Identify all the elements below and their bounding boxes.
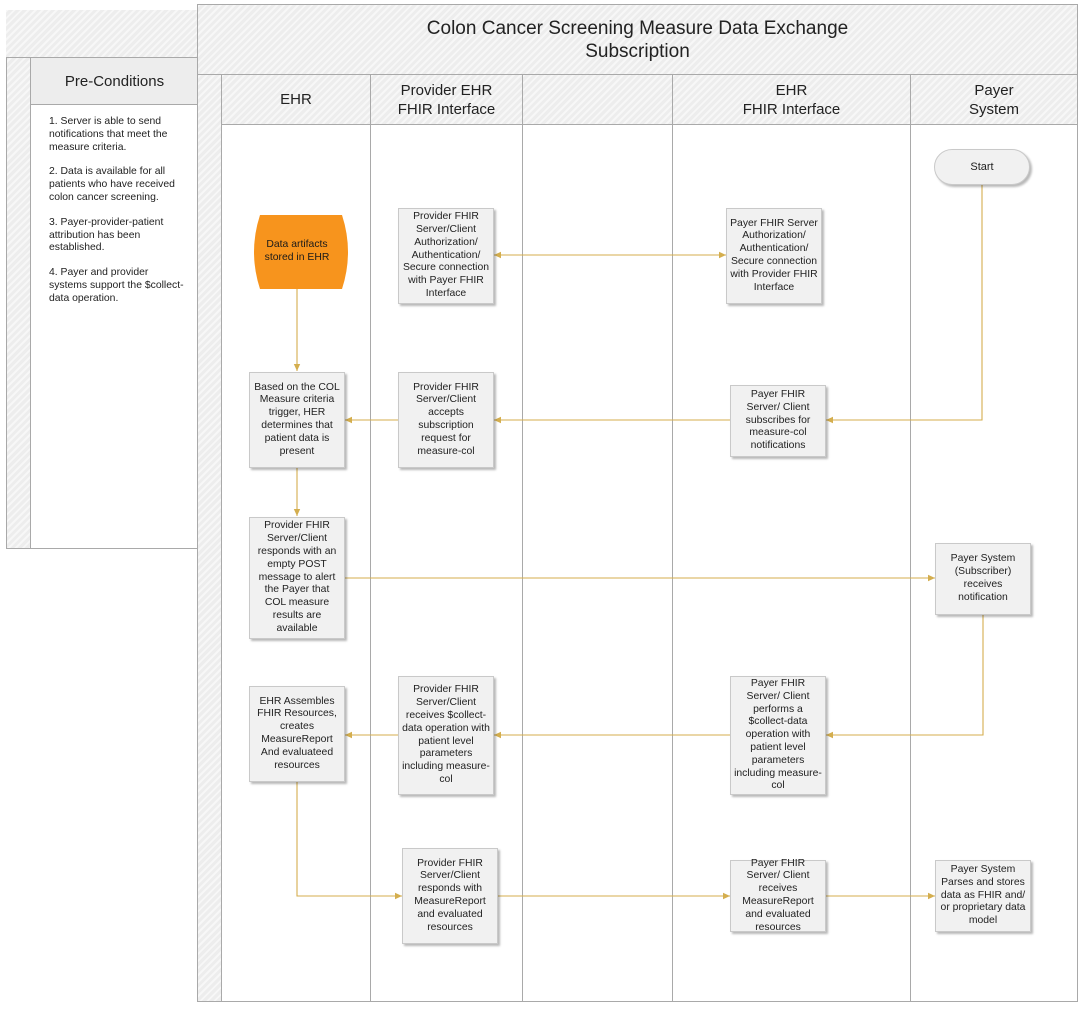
data-store-label: Data artifacts stored in EHR <box>264 239 330 263</box>
step-provider-auth: Provider FHIR Server/Client Authorization/ Authentication/ Secure connection with Payer FHIR Interface <box>398 208 494 304</box>
diagram-title: Colon Cancer Screening Measure Data Exchange Subscription <box>198 5 1077 75</box>
step-payer-receives-report: Payer FHIR Server/ Client receives MeasureReport and evaluated resources <box>730 860 826 932</box>
preconditions-heading: Pre-Conditions <box>30 58 198 105</box>
precondition-item: 4. Payer and provider systems support the $collect-data operation. <box>49 267 184 304</box>
precondition-item: 2. Data is available for all patients who have received colon cancer screening. <box>49 166 175 203</box>
precondition-item: 3. Payer-provider-patient attribution has been established. <box>49 216 164 254</box>
connector-assemble-report <box>297 782 402 896</box>
step-provider-responds-report: Provider FHIR Server/Client responds with MeasureReport and evaluated resources <box>402 848 498 944</box>
start-node: Start <box>934 149 1030 185</box>
lane-header-ehr: EHR <box>221 75 370 125</box>
lane-header-payer-system: Payer System <box>910 75 1077 125</box>
step-payer-performs-collect: Payer FHIR Server/ Client performs a $collect-data operation with patient level parameters including measure-col <box>730 676 826 795</box>
step-provider-responds-post: Provider FHIR Server/Client responds with an empty POST message to alert the Payer that COL measure results are available <box>249 517 345 639</box>
step-ehr-assembles: EHR Assembles FHIR Resources, creates MeasureReport And evaluateed resources <box>249 686 345 782</box>
lane-header-ehr-fhir: EHR FHIR Interface <box>672 75 910 125</box>
lane-header-provider-ehr-fhir: Provider EHR FHIR Interface <box>370 75 522 125</box>
step-payer-parses: Payer System Parses and stores data as FHIR and/ or proprietary data model <box>935 860 1031 932</box>
step-provider-receives-collect: Provider FHIR Server/Client receives $collect-data operation with patient level parameters including measure-col <box>398 676 494 795</box>
step-ehr-determine: Based on the COL Measure criteria trigger, HER determines that patient data is present <box>249 372 345 468</box>
precondition-item: 1. Server is able to send notifications that meet the measure criteria. <box>49 116 168 153</box>
connector-notify-collect <box>826 615 983 735</box>
connector-start-subscribe <box>826 184 982 420</box>
step-payer-subscribes: Payer FHIR Server/ Client subscribes for measure-col notifications <box>730 385 826 457</box>
step-payer-receives-notification: Payer System (Subscriber) receives notification <box>935 543 1031 615</box>
step-payer-auth: Payer FHIR Server Authorization/ Authentication/ Secure connection with Provider FHIR Interface <box>726 208 822 304</box>
step-provider-accepts: Provider FHIR Server/Client accepts subscription request for measure-col <box>398 372 494 468</box>
